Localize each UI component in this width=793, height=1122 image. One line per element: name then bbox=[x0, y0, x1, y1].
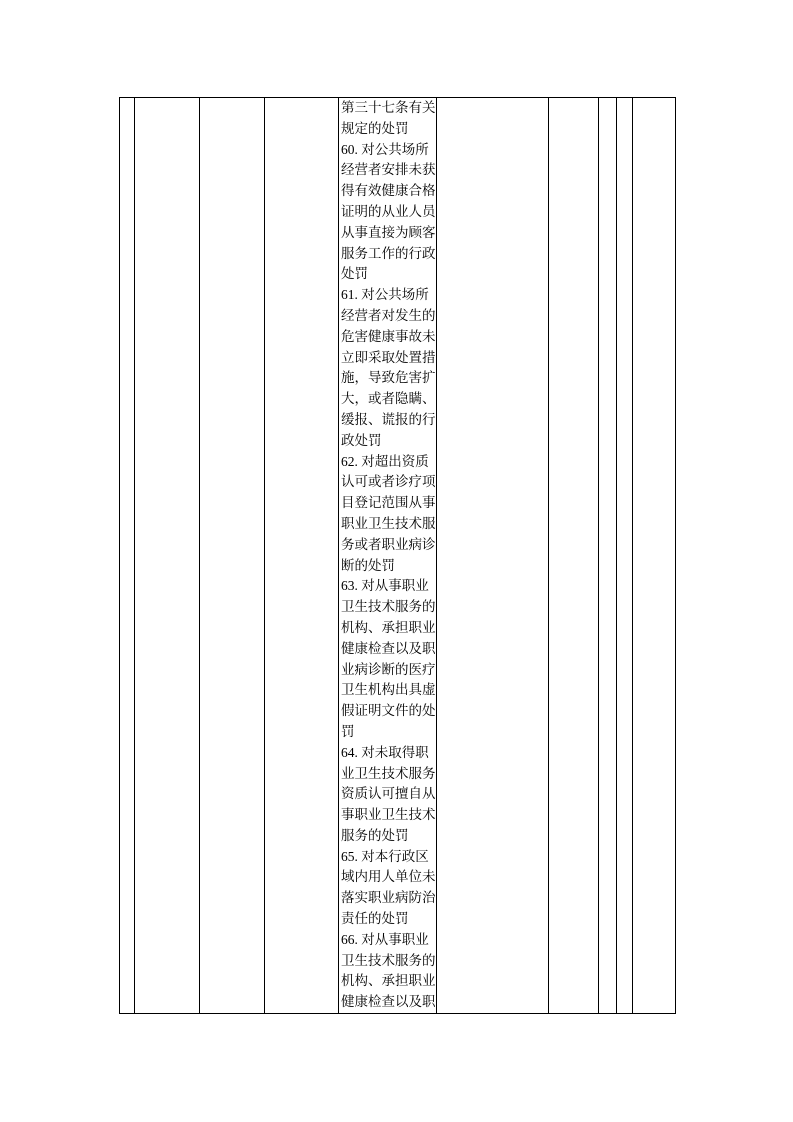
table-cell-penalty-items bbox=[339, 98, 437, 1014]
text-line: 务或者职业病诊 bbox=[341, 536, 436, 552]
text-line: 62. 对超出资质 bbox=[341, 453, 429, 469]
text-line: 危害健康事故未 bbox=[341, 328, 436, 344]
text-line: 第三十七条有关 bbox=[341, 100, 436, 115]
text-line: 经营者安排未获 bbox=[341, 162, 436, 178]
text-line: 服务工作的行政 bbox=[341, 245, 436, 261]
text-line: 64. 对未取得职 bbox=[341, 744, 429, 760]
text-line: 施，导致危害扩 bbox=[341, 370, 436, 386]
text-line: 60. 对公共场所 bbox=[341, 141, 429, 157]
text-line: 从事直接为顾客 bbox=[341, 224, 436, 240]
text-line: 65. 对本行政区 bbox=[341, 848, 429, 864]
text-line: 66. 对从事职业 bbox=[341, 931, 429, 947]
table-cell-7 bbox=[549, 98, 599, 1014]
text-line: 处罚 bbox=[341, 266, 368, 282]
text-line: 大，或者隐瞒、 bbox=[341, 391, 436, 407]
text-line: 卫生技术服务的 bbox=[341, 952, 436, 968]
text-line: 缓报、谎报的行 bbox=[341, 411, 436, 427]
text-line: 政处罚 bbox=[341, 432, 382, 448]
penalty-item bbox=[341, 452, 436, 577]
text-line: 职业卫生技术服 bbox=[341, 515, 436, 531]
text-line: 假证明文件的处 bbox=[341, 703, 436, 719]
text-line: 责任的处罚 bbox=[341, 911, 409, 927]
table-cell-3 bbox=[200, 98, 265, 1014]
text-line: 机构、承担职业 bbox=[341, 619, 436, 635]
penalty-item bbox=[341, 930, 436, 1013]
table-cell-2 bbox=[135, 98, 200, 1014]
penalty-item bbox=[341, 140, 436, 286]
text-line: 机构、承担职业 bbox=[341, 973, 436, 989]
table-row bbox=[120, 98, 676, 1014]
table-cell-9 bbox=[617, 98, 633, 1014]
text-line: 经营者对发生的 bbox=[341, 307, 436, 323]
text-line: 63. 对从事职业 bbox=[341, 578, 429, 594]
text-line: 业卫生技术服务 bbox=[341, 765, 436, 781]
table-cell-6 bbox=[437, 98, 549, 1014]
table-cell-10 bbox=[633, 98, 676, 1014]
text-line: 规定的处罚 bbox=[341, 120, 409, 136]
text-line: 落实职业病防治 bbox=[341, 890, 436, 906]
text-line: 健康检查以及职 bbox=[341, 640, 436, 656]
text-line: 得有效健康合格 bbox=[341, 183, 436, 199]
table-cell-index bbox=[120, 98, 135, 1014]
continued-item bbox=[341, 98, 436, 140]
text-line: 认可或者诊疗项 bbox=[341, 474, 436, 490]
text-line: 证明的从业人员 bbox=[341, 203, 436, 219]
text-line: 健康检查以及职 bbox=[341, 994, 436, 1010]
text-line: 立即采取处置措 bbox=[341, 349, 436, 365]
text-line: 业病诊断的医疗 bbox=[341, 661, 436, 677]
text-line: 目登记范围从事 bbox=[341, 495, 436, 511]
penalty-item bbox=[341, 847, 436, 930]
text-line: 资质认可擅自从 bbox=[341, 786, 436, 802]
penalty-item bbox=[341, 743, 436, 847]
text-line: 61. 对公共场所 bbox=[341, 287, 429, 303]
penalty-item bbox=[341, 285, 436, 451]
penalty-item bbox=[341, 576, 436, 742]
text-line: 卫生机构出具虚 bbox=[341, 682, 436, 698]
text-line: 断的处罚 bbox=[341, 557, 395, 573]
text-line: 域内用人单位未 bbox=[341, 869, 436, 885]
penalty-table bbox=[119, 97, 676, 1014]
text-line: 服务的处罚 bbox=[341, 827, 409, 843]
table-cell-8 bbox=[599, 98, 617, 1014]
text-line: 事职业卫生技术 bbox=[341, 807, 436, 823]
table-cell-4 bbox=[265, 98, 339, 1014]
text-line: 卫生技术服务的 bbox=[341, 599, 436, 615]
text-line: 罚 bbox=[341, 723, 355, 739]
